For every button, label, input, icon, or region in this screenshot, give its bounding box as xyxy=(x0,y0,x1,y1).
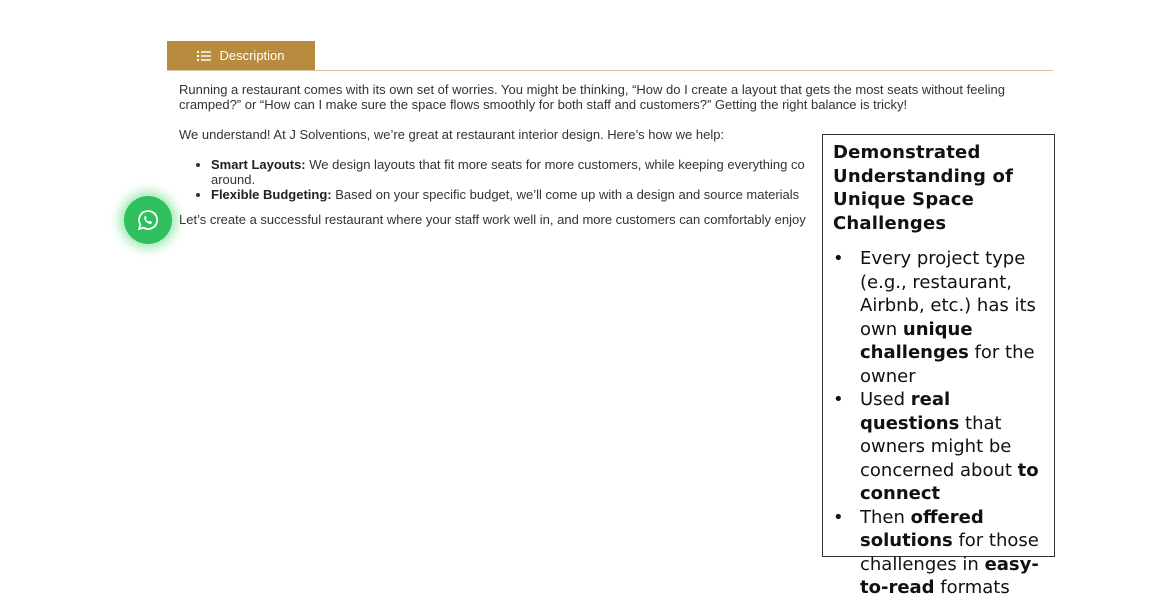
whatsapp-chat-button[interactable] xyxy=(124,196,172,244)
list-item-text: We design layouts that fit more seats for more customers, while keeping everything co xyxy=(305,157,805,172)
tab-divider xyxy=(167,70,1053,71)
whatsapp-icon xyxy=(137,209,159,231)
list-item xyxy=(833,388,1044,506)
callout-text: Every project type (e.g., restaurant, Airbnb, etc.) has its own xyxy=(860,248,1036,340)
callout-text: for the owner xyxy=(860,342,1035,387)
tab-description[interactable] xyxy=(167,41,315,70)
callout-text: Used xyxy=(860,389,911,410)
tab-label: Description xyxy=(219,48,285,63)
list-item xyxy=(833,247,1044,388)
list-item-text: Based on your specific budget, we’ll come up with a design and source materials xyxy=(331,187,800,202)
callout-emphasis: unique challenges xyxy=(860,318,973,363)
list-item-title: Smart Layouts: xyxy=(211,157,306,172)
callout-text: Then xyxy=(860,506,911,528)
callout-text: for those challenges in xyxy=(860,530,1039,575)
list-item-text: around. xyxy=(211,172,256,187)
callout-title: Demonstrated Understanding of Unique Space Challenges xyxy=(833,142,1014,234)
list-item xyxy=(833,506,1044,600)
callout-emphasis: easy-to-read xyxy=(860,553,1039,598)
callout-emphasis: to connect xyxy=(860,459,1039,504)
callout-text: that owners might be concerned about xyxy=(860,412,1018,481)
description-paragraph: We understand! At J Solventions, we’re great at restaurant interior design. Here’s how we help: xyxy=(179,127,725,142)
list-icon xyxy=(197,50,211,62)
callout-emphasis: offered solutions xyxy=(860,506,984,551)
annotation-callout xyxy=(822,134,1055,598)
description-paragraph: Running a restaurant comes with its own set of worries. You might be thinking, “How do I create a layout that gets the most seats without feeling cramped?” or “How can I make sure the space flows smoothly for both staff and customers?” Getting the right balance is tricky! xyxy=(179,82,1005,112)
list-item-title: Flexible Budgeting: xyxy=(211,187,332,202)
callout-text: formats xyxy=(934,577,1010,598)
description-paragraph: Let’s create a successful restaurant where your staff work well in, and more customers can comfortably enjoy xyxy=(179,212,806,227)
callout-emphasis: real questions xyxy=(860,389,960,434)
callout-list xyxy=(833,247,1044,600)
